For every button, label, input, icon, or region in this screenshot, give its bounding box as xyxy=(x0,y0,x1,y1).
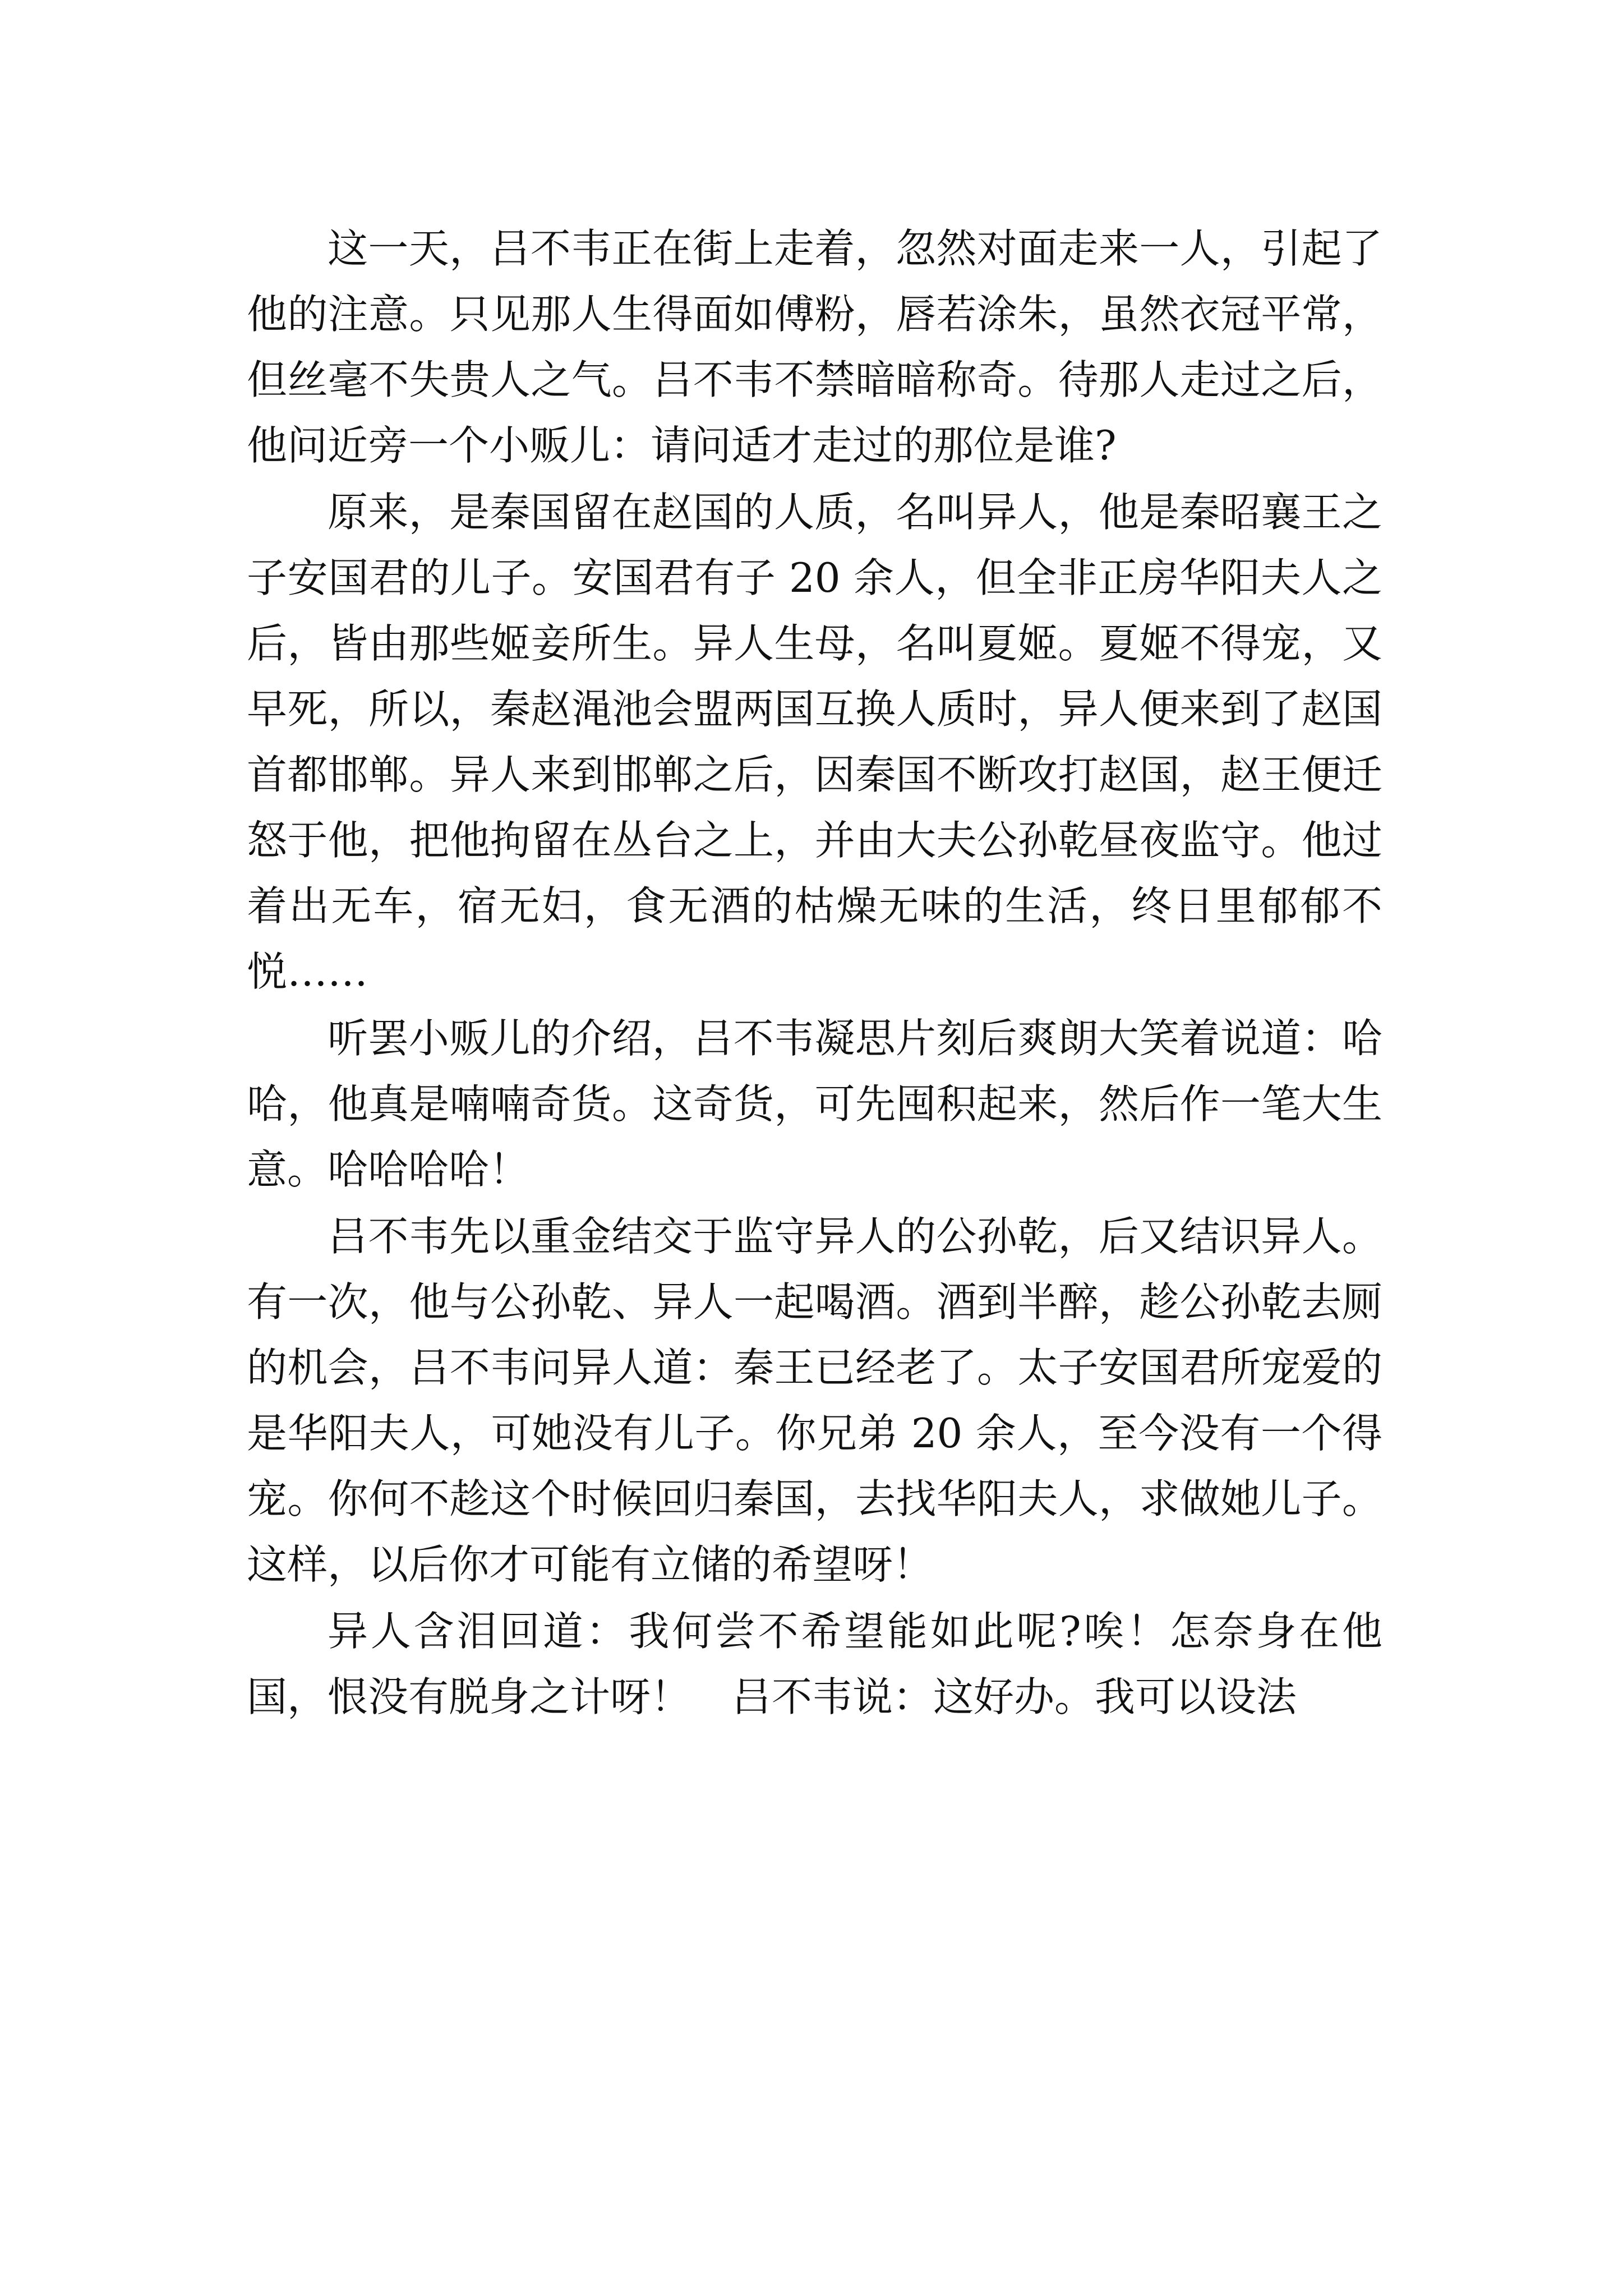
paragraph-5: 异人含泪回道：我何尝不希望能如此呢?唉！怎奈身在他国，恨没有脱身之计呀！ 吕不韦说：这好办。我可以设法 xyxy=(247,1608,1382,1720)
document-body xyxy=(247,216,1382,1731)
paragraph-2: 原来，是秦国留在赵国的人质，名叫异人，他是秦昭襄王之子安国君的儿子。安国君有子 20 余人，但全非正房华阳夫人之后，皆由那些姬妾所生。异人生母，名叫夏姬。夏姬不得宠，又早死，所以，秦赵渑池会盟两国互换人质时，异人便来到了赵国首都邯郸。异人来到邯郸之后，因秦国不断攻打赵国，赵王便迁怒于他，把他拘留在丛台之上，并由大夫公孙乾昼夜监守。他过着出无车，宿无妇，食无酒的枯燥无味的生活，终日里郁郁不悦…… xyxy=(247,489,1382,995)
paragraph-4: 吕不韦先以重金结交于监守异人的公孙乾，后又结识异人。有一次，他与公孙乾、异人一起喝酒。酒到半醉，趁公孙乾去厕的机会，吕不韦问异人道：秦王已经老了。太子安国君所宠爱的是华阳夫人，可她没有儿子。你兄弟 20 余人，至今没有一个得宠。你何不趁这个时候回归秦国，去找华阳夫人，求做她儿子。这样，以后你才可能有立储的希望呀！ xyxy=(247,1213,1382,1588)
paragraph-3: 听罢小贩儿的介绍，吕不韦凝思片刻后爽朗大笑着说道：哈哈，他真是喃喃奇货。这奇货，可先囤积起来，然后作一笔大生意。哈哈哈哈！ xyxy=(247,1015,1382,1193)
paragraph-1: 这一天，吕不韦正在街上走着，忽然对面走来一人，引起了他的注意。只见那人生得面如傅粉，唇若涂朱，虽然衣冠平常，但丝毫不失贵人之气。吕不韦不禁暗暗称奇。待那人走过之后，他问近旁一个小贩儿：请问适才走过的那位是谁? xyxy=(247,225,1382,469)
